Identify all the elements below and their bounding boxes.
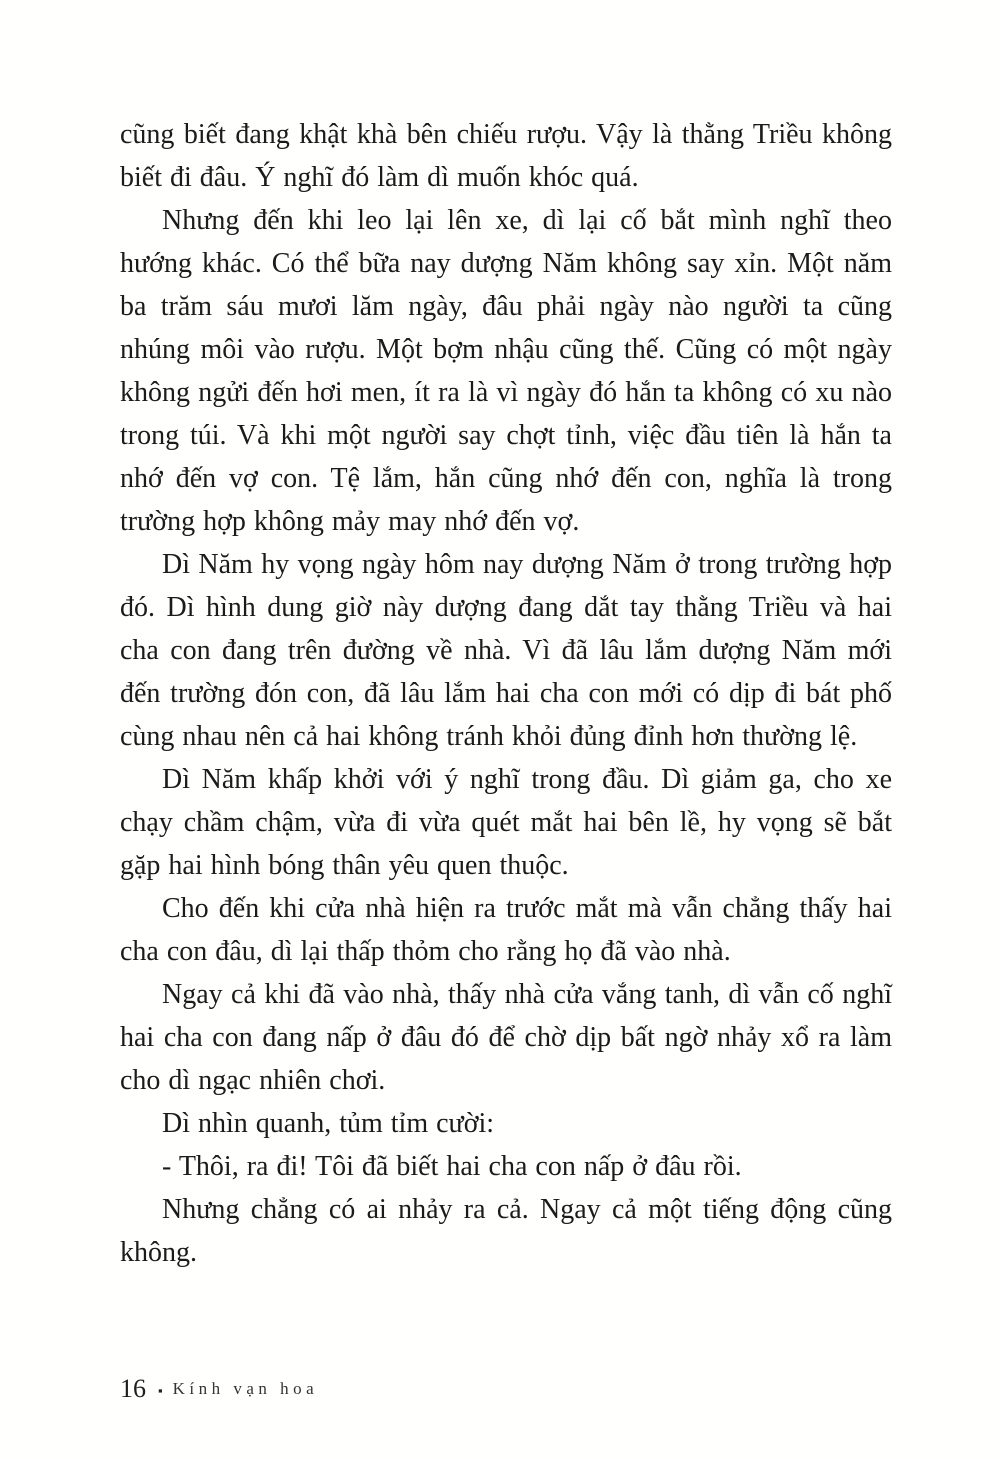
footer-separator-icon: ▪ bbox=[158, 1382, 163, 1398]
paragraph: Dì Năm khấp khởi với ý nghĩ trong đầu. Dì giảm ga, cho xe chạy chầm chậm, vừa đi vừa quét mắt hai bên lề, hy vọng sẽ bắt gặp hai hình bóng thân yêu quen thuộc. bbox=[120, 764, 892, 881]
paragraph: Nhưng chẳng có ai nhảy ra cả. Ngay cả một tiếng động cũng không. bbox=[120, 1194, 892, 1268]
book-title: Kính vạn hoa bbox=[172, 1379, 319, 1398]
page-footer bbox=[120, 1374, 318, 1404]
paragraph: cũng biết đang khật khà bên chiếu rượu. Vậy là thằng Triều không biết đi đâu. Ý nghĩ đó làm dì muốn khóc quá. bbox=[120, 119, 892, 193]
paragraph: Dì nhìn quanh, tủm tỉm cười: bbox=[162, 1108, 495, 1139]
page-number: 16 bbox=[120, 1374, 146, 1403]
paragraph: Nhưng đến khi leo lại lên xe, dì lại cố bắt mình nghĩ theo hướng khác. Có thể bữa nay dượng Năm không say xỉn. Một năm ba trăm sáu mươi lăm ngày, đâu phải ngày nào người ta cũng nhúng môi vào rượu. Một bợm nhậu cũng thế. Cũng có một ngày không ngửi đến hơi men, ít ra là vì ngày đó hắn ta không có xu nào trong túi. Và khi một người say chợt tỉnh, việc đầu tiên là hắn ta nhớ đến vợ con. Tệ lắm, hắn cũng nhớ đến con, nghĩa là trong trường hợp không mảy may nhớ đến vợ. bbox=[120, 205, 892, 537]
text-block bbox=[120, 113, 892, 1274]
paragraph: Ngay cả khi đã vào nhà, thấy nhà cửa vắng tanh, dì vẫn cố nghĩ hai cha con đang nấp ở đâu đó để chờ dịp bất ngờ nhảy xổ ra làm cho dì ngạc nhiên chơi. bbox=[120, 979, 892, 1096]
paragraph: - Thôi, ra đi! Tôi đã biết hai cha con nấp ở đâu rồi. bbox=[162, 1151, 742, 1182]
paragraph: Cho đến khi cửa nhà hiện ra trước mắt mà vẫn chẳng thấy hai cha con đâu, dì lại thấp thỏm cho rằng họ đã vào nhà. bbox=[120, 893, 892, 967]
paragraph: Dì Năm hy vọng ngày hôm nay dượng Năm ở trong trường hợp đó. Dì hình dung giờ này dượng đang dắt tay thằng Triều và hai cha con đang trên đường về nhà. Vì đã lâu lắm dượng Năm mới đến trường đón con, đã lâu lắm hai cha con mới có dịp đi bát phố cùng nhau nên cả hai không tránh khỏi đủng đỉnh hơn thường lệ. bbox=[120, 549, 892, 752]
